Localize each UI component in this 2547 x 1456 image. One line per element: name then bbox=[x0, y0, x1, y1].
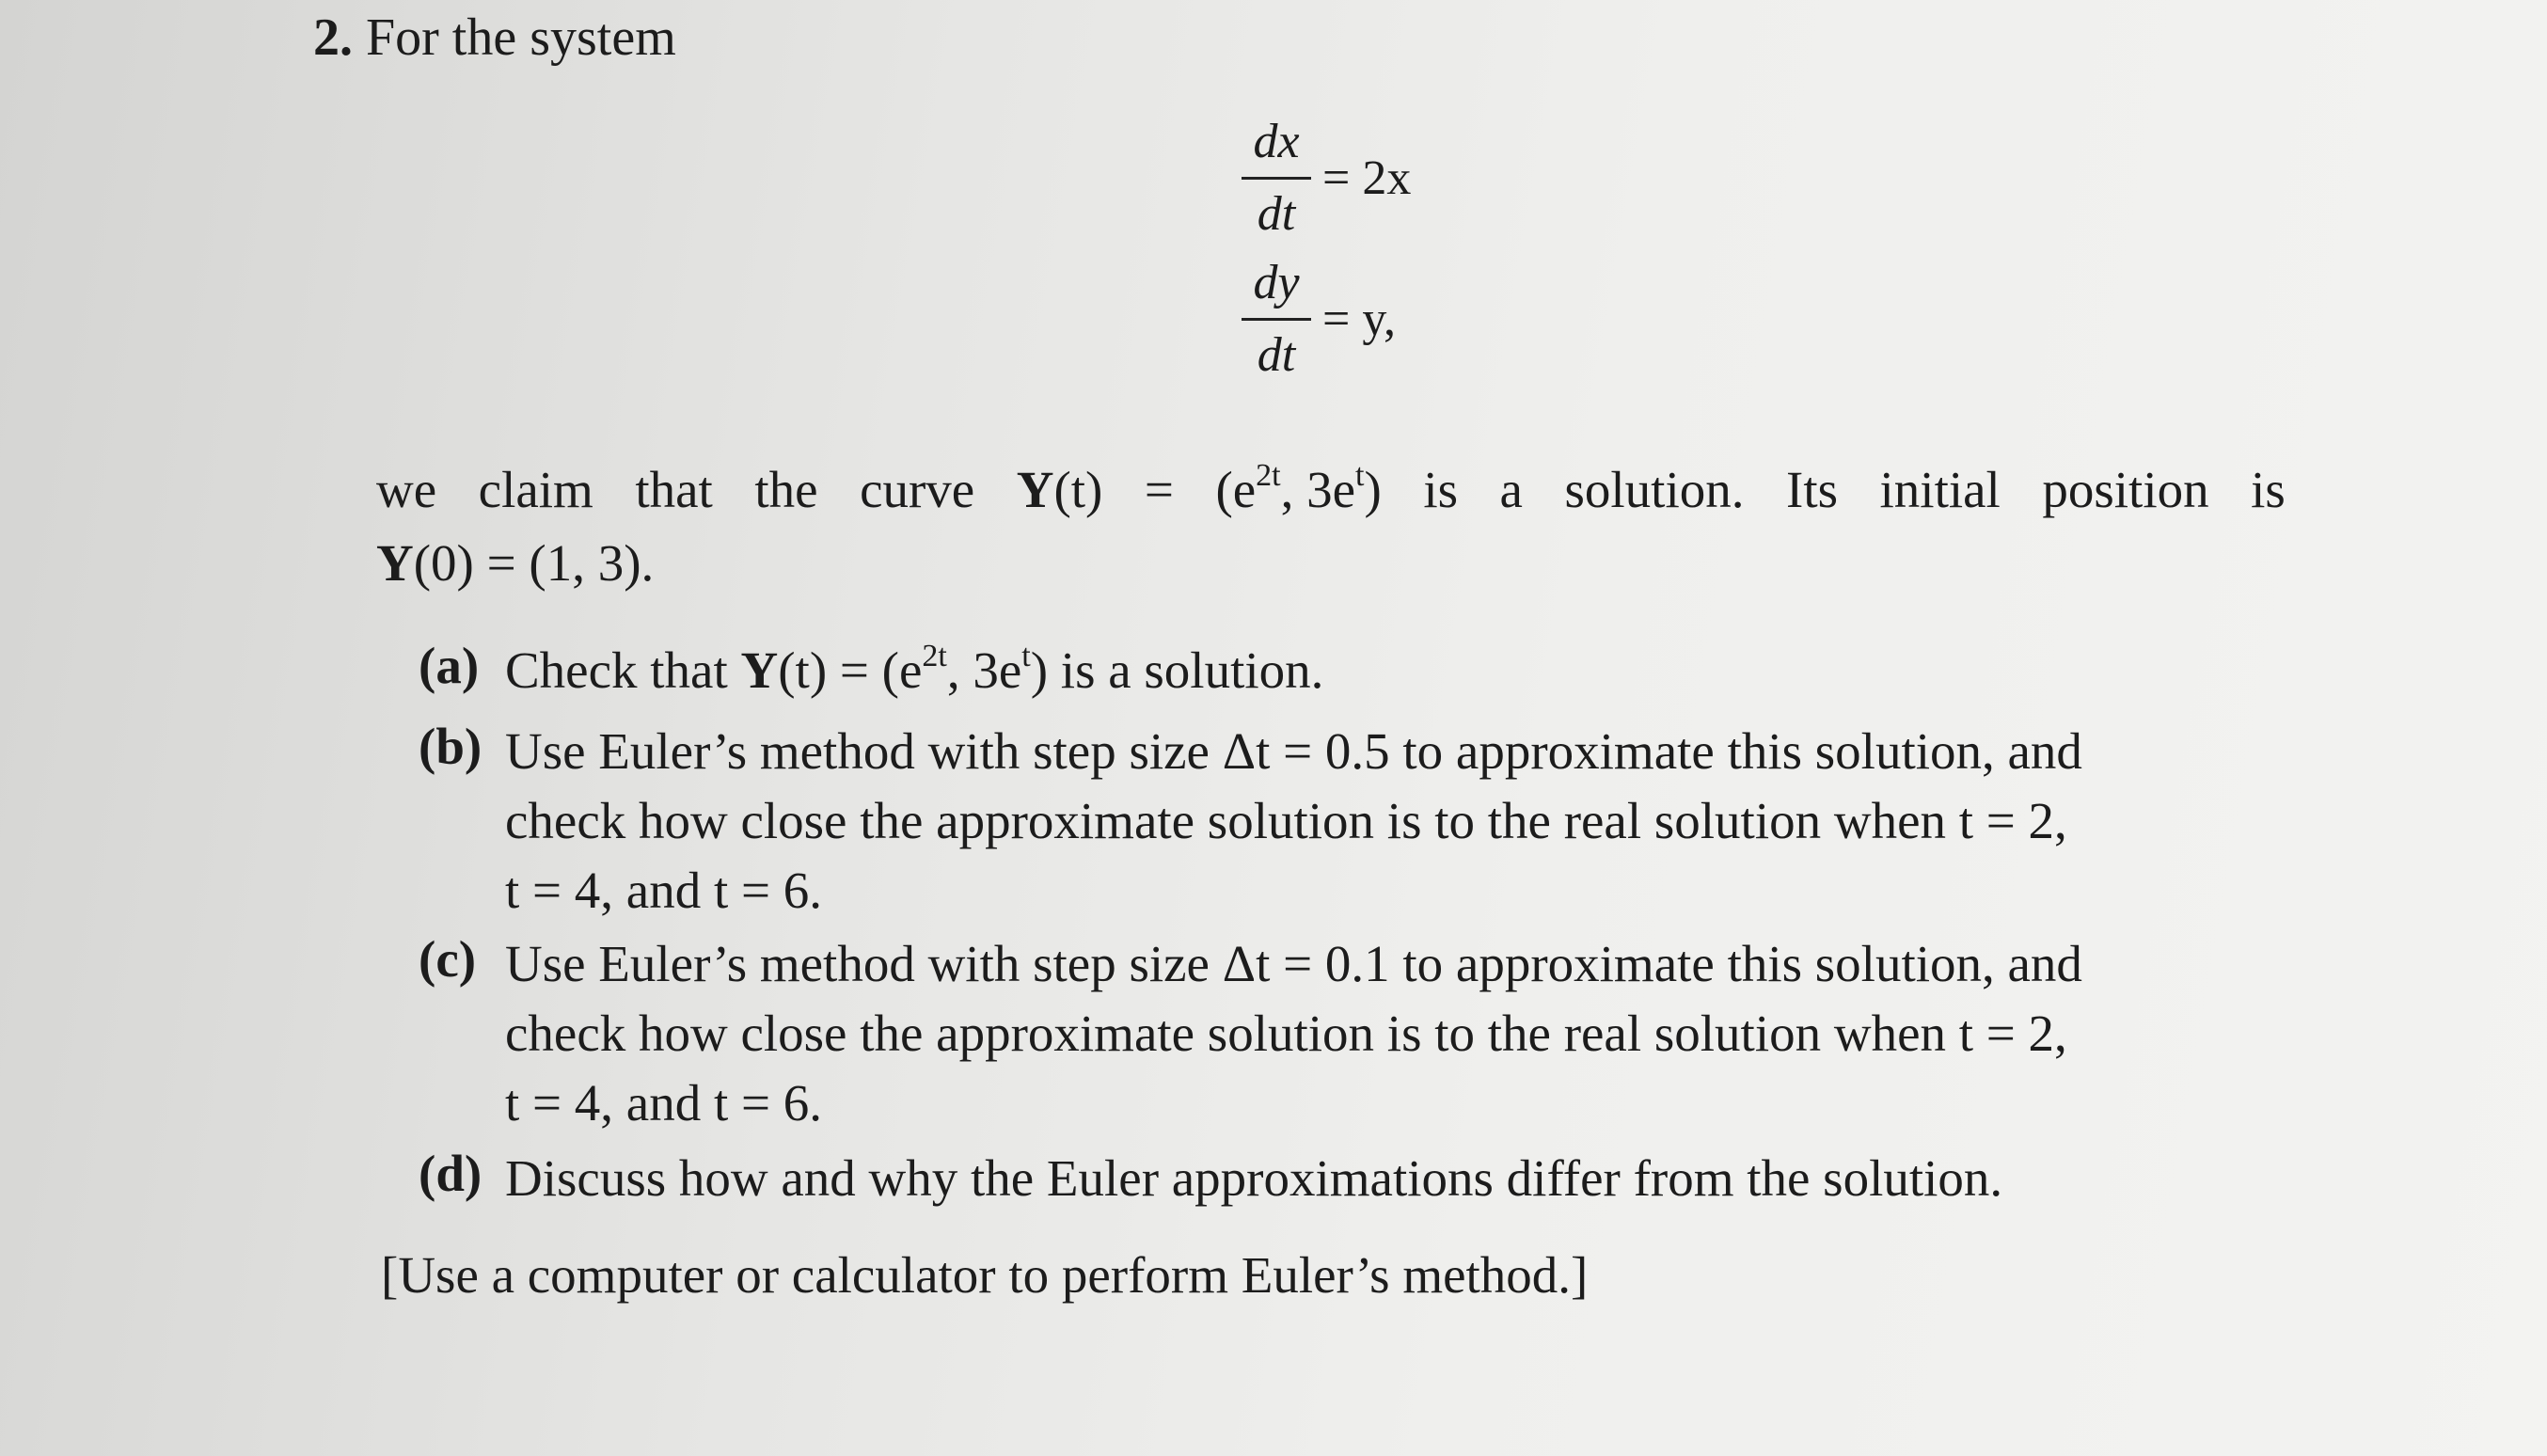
curve-expression bbox=[1017, 453, 1103, 527]
part-line: Discuss how and why the Euler approximations differ from the solution. bbox=[505, 1149, 2003, 1207]
fraction-dy-dt bbox=[1240, 254, 1313, 385]
part-line: Use Euler’s method with step size Δt = 0.1 to approximate this solution, and bbox=[505, 935, 2082, 992]
part-label: (d) bbox=[419, 1145, 483, 1202]
part-d bbox=[419, 1144, 2300, 1213]
part-line: check how close the approximate solution is to the real solution when t = 2, bbox=[505, 792, 2067, 849]
part-line: t = 4, and t = 6. bbox=[505, 862, 823, 919]
text-run: , 3e bbox=[946, 641, 1022, 699]
initial-symbol: Y bbox=[376, 534, 414, 592]
part-line: Use Euler’s method with step size Δt = 0.5 to approximate this solution, and bbox=[505, 722, 2082, 780]
word: is bbox=[1423, 461, 1459, 518]
curve-argument: (t) bbox=[1053, 461, 1103, 518]
solution-tuple bbox=[1215, 453, 1381, 527]
exponent: 2t bbox=[922, 638, 947, 673]
tuple-part: (e bbox=[1215, 461, 1257, 518]
equation-rhs: = y, bbox=[1322, 293, 1396, 346]
equation-dx-dt bbox=[1240, 113, 1411, 244]
part-c bbox=[419, 929, 2300, 1138]
part-body bbox=[505, 636, 2300, 705]
word: solution. bbox=[1564, 461, 1745, 518]
part-label: (b) bbox=[419, 718, 483, 775]
part-line: check how close the approximate solution is to the real solution when t = 2, bbox=[505, 1005, 2067, 1062]
exponent: t bbox=[1021, 638, 1031, 673]
paragraph-line-1 bbox=[376, 453, 2286, 527]
curve-symbol: Y bbox=[740, 641, 779, 699]
problem-heading bbox=[313, 4, 676, 71]
word: curve bbox=[860, 461, 975, 518]
word: position bbox=[2042, 461, 2209, 518]
initial-position: (0) = (1, 3). bbox=[413, 534, 655, 592]
word: that bbox=[635, 461, 713, 518]
text-run: ) is a solution. bbox=[1030, 641, 1324, 699]
fraction-dx-dt bbox=[1240, 113, 1313, 244]
text-run: Check that bbox=[505, 641, 741, 699]
part-line: t = 4, and t = 6. bbox=[505, 1074, 823, 1132]
text-run: (t) = (e bbox=[778, 641, 923, 699]
part-body bbox=[505, 1144, 2300, 1213]
footnote: [Use a computer or calculator to perform Euler’s method.] bbox=[381, 1246, 1589, 1304]
word: is bbox=[2251, 461, 2286, 518]
problem-intro: For the system bbox=[366, 8, 676, 67]
word: a bbox=[1499, 461, 1523, 518]
fraction-numerator: dy bbox=[1253, 256, 1300, 309]
claim-paragraph bbox=[376, 453, 2286, 600]
part-label: (c) bbox=[419, 930, 477, 988]
fraction-bar bbox=[1242, 318, 1311, 321]
ode-system bbox=[1240, 113, 1616, 395]
part-line bbox=[505, 636, 2300, 705]
part-body bbox=[505, 929, 2300, 1138]
tuple-part: ) bbox=[1364, 461, 1382, 518]
fraction-denominator: dt bbox=[1257, 328, 1296, 382]
word: initial bbox=[1879, 461, 2001, 518]
curve-symbol: Y bbox=[1016, 461, 1054, 518]
problem-number: 2. bbox=[313, 8, 353, 67]
word: we bbox=[376, 461, 437, 518]
fraction-denominator: dt bbox=[1257, 187, 1296, 241]
word: claim bbox=[478, 461, 593, 518]
fraction-bar bbox=[1242, 177, 1311, 180]
exponent: 2t bbox=[1256, 457, 1281, 493]
exponent: t bbox=[1355, 457, 1365, 493]
equation-rhs: = 2x bbox=[1322, 151, 1412, 205]
part-label: (a) bbox=[419, 637, 480, 694]
part-b bbox=[419, 717, 2300, 926]
part-body bbox=[505, 717, 2300, 926]
word: Its bbox=[1786, 461, 1838, 518]
equation-dy-dt bbox=[1240, 254, 1396, 385]
paragraph-line-2 bbox=[376, 527, 2286, 600]
word: the bbox=[754, 461, 818, 518]
tuple-part: , 3e bbox=[1280, 461, 1356, 518]
part-a bbox=[419, 636, 2300, 705]
fraction-numerator: dx bbox=[1253, 115, 1300, 168]
equals-sign: = bbox=[1144, 461, 1174, 518]
